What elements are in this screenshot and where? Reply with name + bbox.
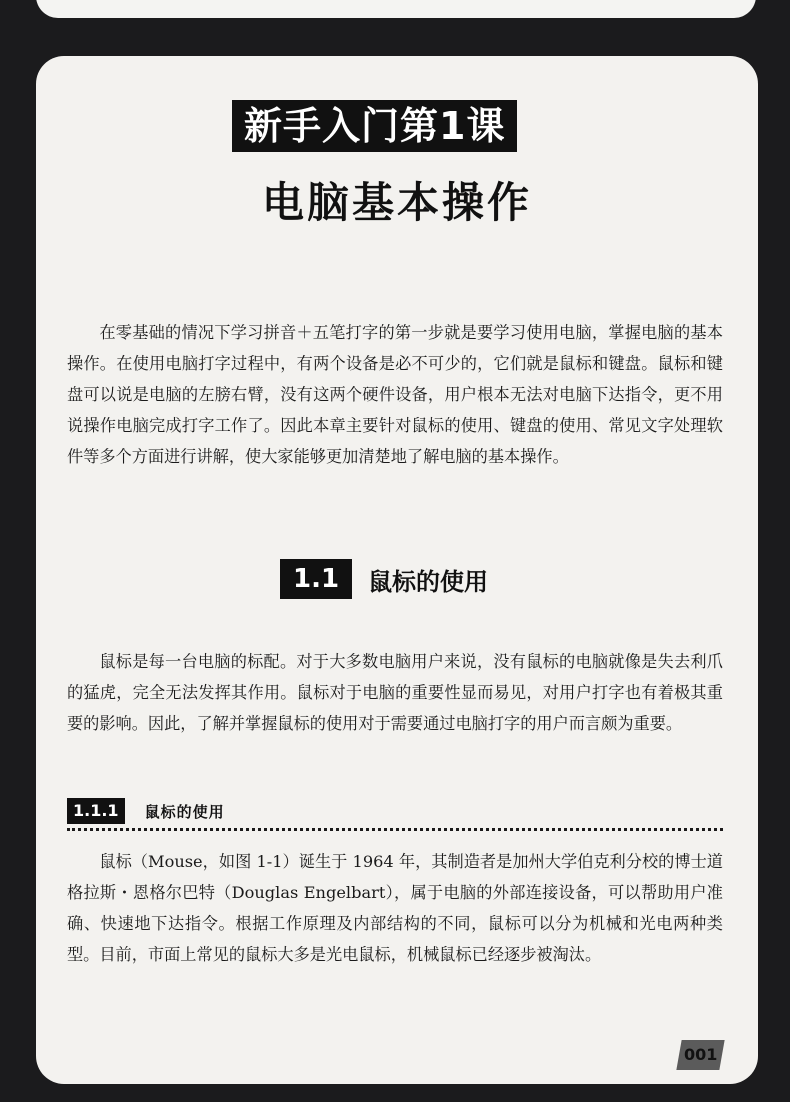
previous-page-edge bbox=[36, 0, 756, 18]
section-heading bbox=[280, 559, 488, 599]
chapter-title: 电脑基本操作 bbox=[261, 178, 532, 227]
page-number: 001 bbox=[683, 1045, 717, 1064]
section-title: 鼠标的使用 bbox=[368, 567, 489, 596]
subsection-title: 鼠标的使用 bbox=[144, 802, 225, 821]
intro-paragraph: 在零基础的情况下学习拼音＋五笔打字的第一步就是要学习使用电脑，掌握电脑的基本操作。在使用电脑打字过程中，有两个设备是必不可少的，它们就是鼠标和键盘。鼠标和键盘可以说是电脑的左膀右臂，没有这两个硬件设备，用户根本无法对电脑下达指令，更不用说操作电脑完成打字工作了。因此本章主要针对鼠标的使用、键盘的使用、常见文字处理软件等多个方面进行讲解，使大家能够更加清楚地了解电脑的基本操作。 bbox=[67, 323, 723, 466]
subsection-paragraph: 鼠标（Mouse，如图 1-1）诞生于 1964 年，其制造者是加州大学伯克利分校的博士道格拉斯・恩格尔巴特（Douglas Engelbart），属于电脑的外部连接设备，可以帮助用户准确、快速地下达指令。根据工作原理及内部结构的不同，鼠标可以分为机械和光电两种类型。目前，市面上常见的鼠标大多是光电鼠标，机械鼠标已经逐步被淘汰。 bbox=[67, 852, 723, 964]
section-paragraph: 鼠标是每一台电脑的标配。对于大多数电脑用户来说，没有鼠标的电脑就像是失去利爪的猛虎，完全无法发挥其作用。鼠标对于电脑的重要性显而易见，对用户打字也有着极其重要的影响。因此，了解并掌握鼠标的使用对于需要通过电脑打字的用户而言颇为重要。 bbox=[67, 652, 723, 733]
lesson-title: 新手入门第1课 bbox=[232, 100, 517, 152]
dotted-divider bbox=[67, 828, 723, 831]
book-page bbox=[36, 56, 758, 1084]
section-number: 1.1 bbox=[280, 559, 352, 599]
page-number-badge bbox=[676, 1040, 725, 1070]
subsection-heading bbox=[67, 798, 225, 824]
subsection-number: 1.1.1 bbox=[67, 798, 125, 824]
